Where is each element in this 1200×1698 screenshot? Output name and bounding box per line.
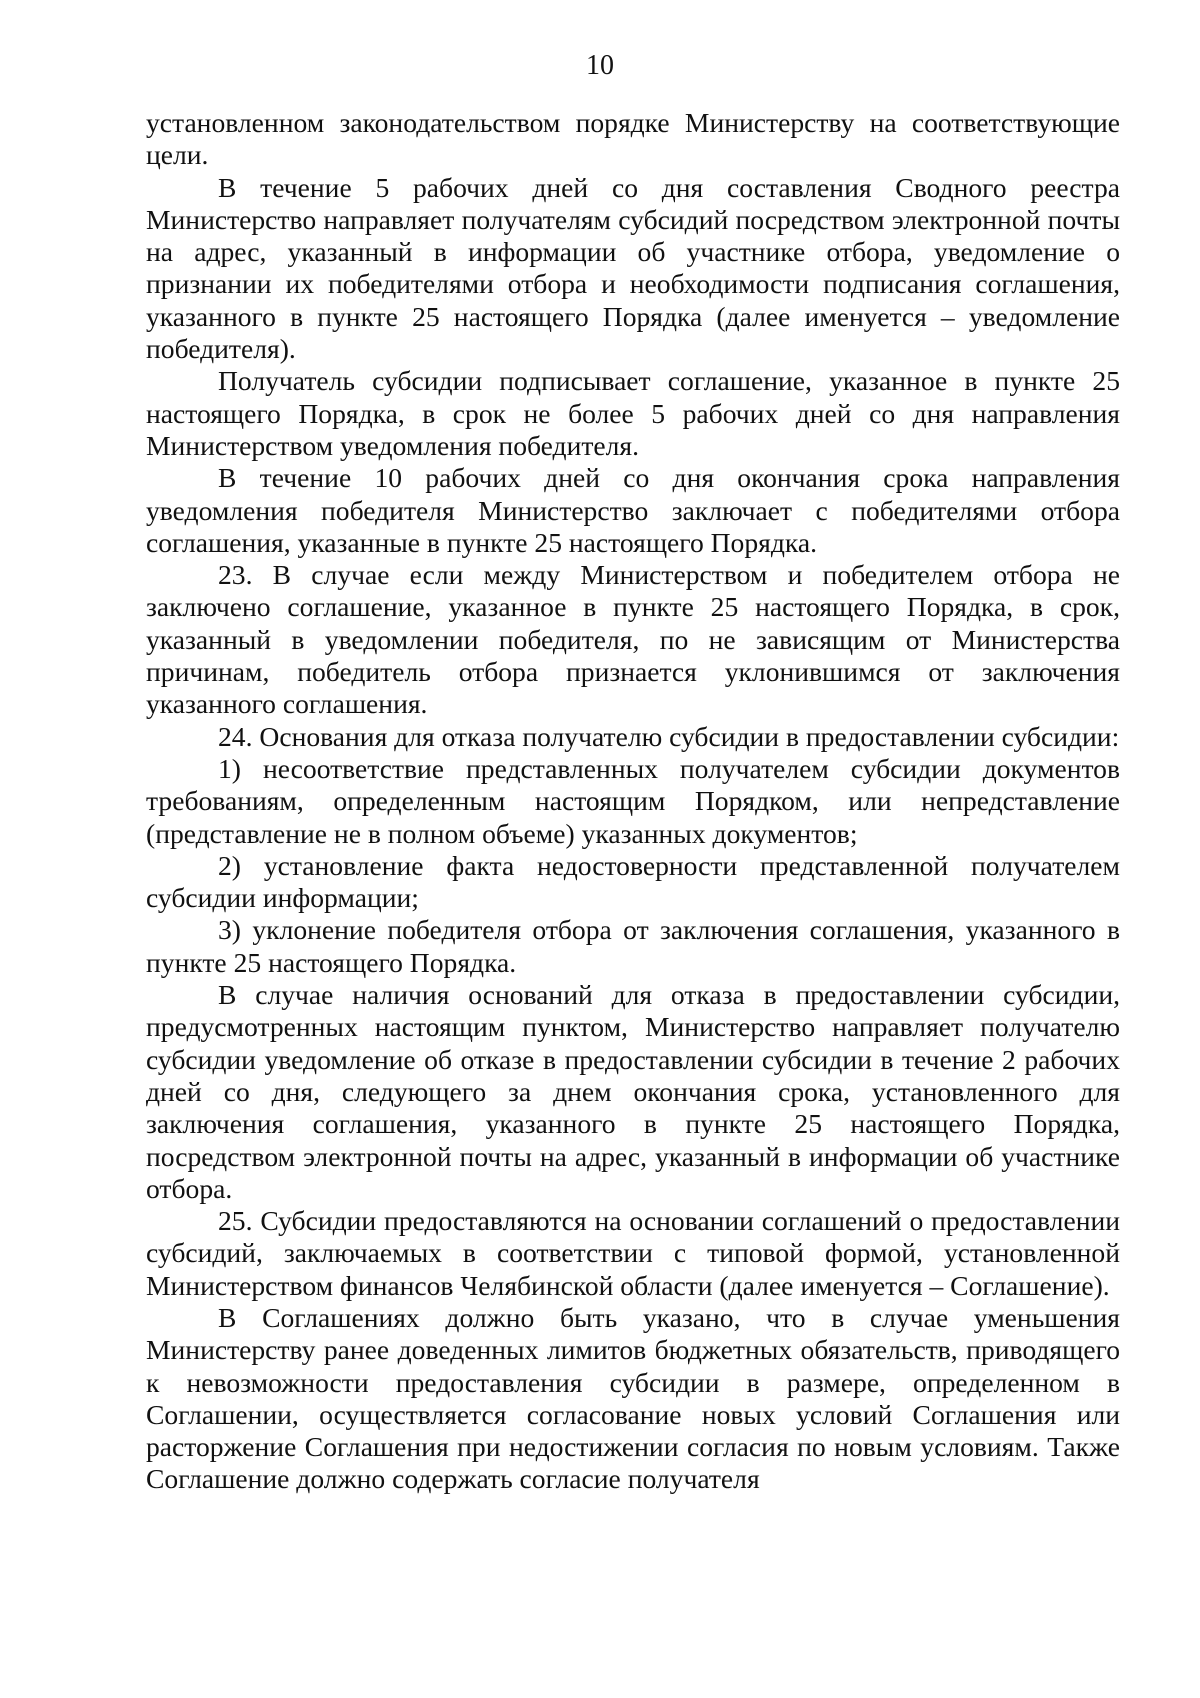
clause-25: 25. Субсидии предоставляются на основании соглашений о предоставлении субсидий, заключаемых в соответствии с типовой формой, установленной Министерством финансов Челябинской области (далее именуется – Соглашение). [146,1205,1120,1301]
paragraph-continuation: установленном законодательством порядке Министерству на соответствующие цели. [146,107,1120,171]
clause-24-item-3: 3) уклонение победителя отбора от заключения соглашения, указанного в пункте 25 настоящего Порядка. [146,914,1120,978]
page-number: 10 [586,50,614,81]
paragraph-agreement-conclusion: В течение 10 рабочих дней со дня окончания срока направления уведомления победителя Министерство заключает с победителями отбора соглашения, указанные в пункте 25 настоящего Порядка. [146,462,1120,558]
clause-24-item-1: 1) несоответствие представленных получателем субсидии документов требованиям, определенным настоящим Порядком, или непредставление (представление не в полном объеме) указанных документов; [146,752,1120,849]
document-body [146,107,1120,1496]
clause-24: 24. Основания для отказа получателю субсидии в предоставлении субсидии: [218,720,1120,752]
paragraph-winner-notification: В течение 5 рабочих дней со дня составления Сводного реестра Министерство направляет получателям субсидий посредством электронной почты на адрес, указанный в информации об участнике отбора, уведомление о признании их победителями отбора и необходимости подписания соглашения, указанного в пункте 25 настоящего Порядка (далее именуется – уведомление победителя). [146,171,1120,365]
paragraph-refusal-notification: В случае наличия оснований для отказа в предоставлении субсидии, предусмотренных настоящим пунктом, Министерство направляет получателю субсидии уведомление об отказе в предоставлении субсидии в течение 2 рабочих дней со дня, следующего за днем окончания срока, установленного для заключения соглашения, указанного в пункте 25 настоящего Порядка, посредством электронной почты на адрес, указанный в информации об участнике отбора. [146,979,1120,1204]
paragraph-signing-term: Получатель субсидии подписывает соглашение, указанное в пункте 25 настоящего Порядка, в срок не более 5 рабочих дней со дня направления Министерством уведомления победителя. [146,365,1120,461]
clause-23: 23. В случае если между Министерством и победителем отбора не заключено соглашение, указанное в пункте 25 настоящего Порядка, в срок, указанный в уведомлении победителя, по не зависящим от Министерства причинам, победитель отбора признается уклонившимся от заключения указанного соглашения. [146,559,1120,720]
clause-24-item-2: 2) установление факта недостоверности представленной получателем субсидии информации; [146,849,1120,914]
paragraph-agreement-terms: В Соглашениях должно быть указано, что в случае уменьшения Министерству ранее доведенных лимитов бюджетных обязательств, приводящего к невозможности предоставления субсидии в размере, определенном в Соглашении, осуществляется согласование новых условий Соглашения или расторжение Соглашения при недостижении согласия по новым условиям. Также Соглашение должно содержать согласие получателя [146,1301,1120,1495]
